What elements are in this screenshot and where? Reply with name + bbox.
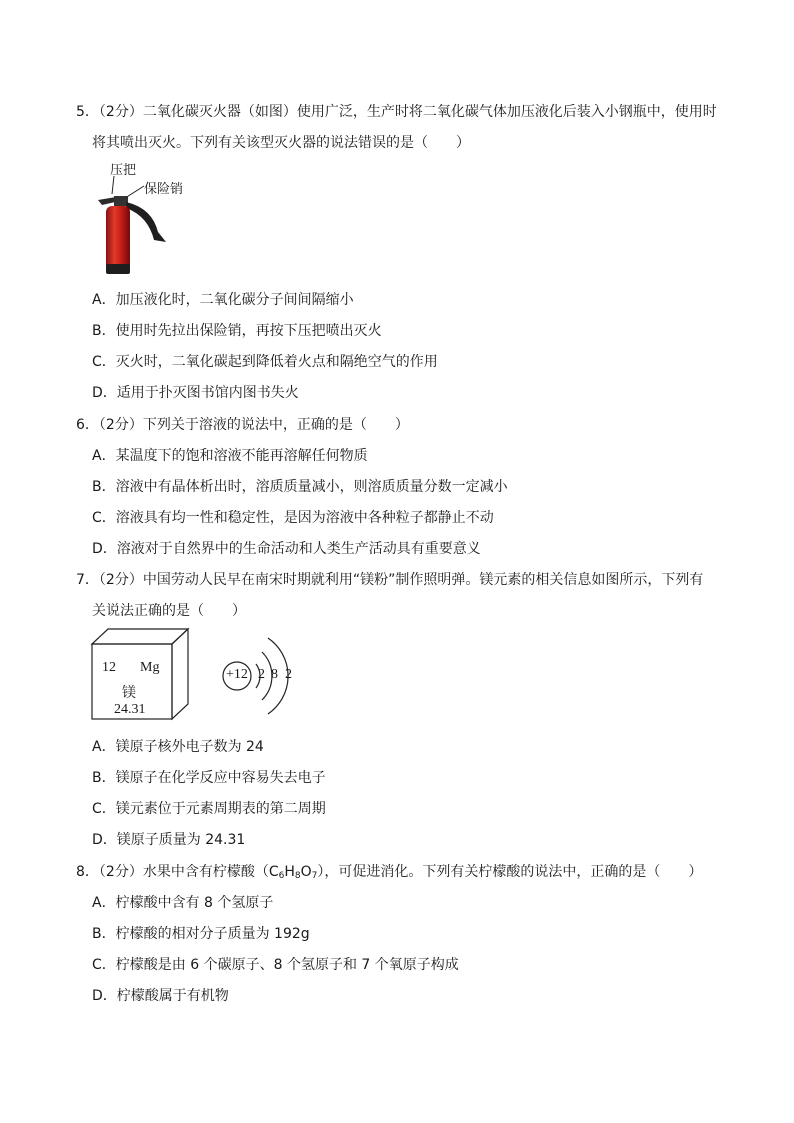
q8-stem-pre: 8．（2分）水果中含有柠檬酸（C	[76, 864, 279, 880]
shell-1-electrons: 2	[258, 667, 265, 682]
q7-stem-line1: 7．（2分）中国劳动人民早在南宋时期就利用“镁粉”制作照明弹。镁元素的相关信息如图所示，下列有	[76, 572, 704, 588]
q5-option-d[interactable]: D．适用于扑灭图书馆内图书失火	[92, 385, 299, 401]
q8-option-a[interactable]: A．柠檬酸中含有 8 个氢原子	[92, 895, 274, 911]
formula-h: H	[284, 864, 295, 880]
q7-option-d[interactable]: D．镁原子质量为 24.31	[92, 832, 246, 848]
periodic-table-cell	[90, 626, 190, 722]
fire-extinguisher-figure	[92, 160, 212, 280]
q5-option-b[interactable]: B．使用时先拉出保险销，再按下压把喷出灭火	[92, 323, 382, 339]
q6-option-d[interactable]: D．溶液对于自然界中的生命活动和人类生产活动具有重要意义	[92, 541, 481, 557]
q5-stem-line1: 5．（2分）二氧化碳灭火器（如图）使用广泛，生产时将二氧化碳气体加压液化后装入小钢瓶中，使用时	[76, 104, 717, 120]
nucleus-charge: +12	[226, 667, 248, 682]
q5-option-a[interactable]: A．加压液化时，二氧化碳分子间间隔缩小	[92, 292, 354, 308]
formula-h-count: 8	[294, 871, 301, 881]
shell-3-electrons: 2	[285, 667, 292, 682]
q6-option-a[interactable]: A．某温度下的饱和溶液不能再溶解任何物质	[92, 448, 368, 464]
q7-option-c[interactable]: C．镁元素位于元素周期表的第二周期	[92, 801, 326, 817]
q5-stem-line2: 将其喷出灭火。下列有关该型灭火器的说法错误的是（ ）	[92, 135, 470, 151]
atom-structure-diagram	[218, 626, 298, 726]
element-symbol: Mg	[140, 660, 160, 675]
q6-stem: 6．（2分）下列关于溶液的说法中，正确的是（ ）	[76, 417, 409, 433]
q6-option-c[interactable]: C．溶液具有均一性和稳定性，是因为溶液中各种粒子都静止不动	[92, 510, 494, 526]
formula-c-count: 6	[278, 871, 285, 881]
q8-option-c[interactable]: C．柠檬酸是由 6 个碳原子、8 个氢原子和 7 个氧原子构成	[92, 957, 459, 973]
q6-option-b[interactable]: B．溶液中有晶体析出时，溶质质量减小，则溶质质量分数一定减小	[92, 479, 508, 495]
q8-stem	[76, 861, 702, 881]
formula-o-count: 7	[311, 871, 318, 881]
q8-stem-post: ），可促进消化。下列有关柠檬酸的说法中，正确的是（ ）	[317, 864, 703, 880]
safety-pin-label: 保险销	[144, 182, 184, 197]
formula-o: O	[300, 864, 312, 880]
q8-option-b[interactable]: B．柠檬酸的相对分子质量为 192g	[92, 926, 310, 942]
handle-label: 压把	[110, 163, 137, 178]
atomic-mass: 24.31	[114, 702, 146, 717]
atomic-number: 12	[102, 660, 116, 675]
q7-option-b[interactable]: B．镁原子在化学反应中容易失去电子	[92, 770, 326, 786]
q7-stem-line2: 关说法正确的是（ ）	[92, 603, 246, 619]
q8-option-d[interactable]: D．柠檬酸属于有机物	[92, 988, 229, 1004]
element-name: 镁	[122, 685, 136, 701]
q5-option-c[interactable]: C．灭火时，二氧化碳起到降低着火点和隔绝空气的作用	[92, 354, 438, 370]
shell-2-electrons: 8	[271, 667, 278, 682]
q7-option-a[interactable]: A．镁原子核外电子数为 24	[92, 739, 264, 755]
